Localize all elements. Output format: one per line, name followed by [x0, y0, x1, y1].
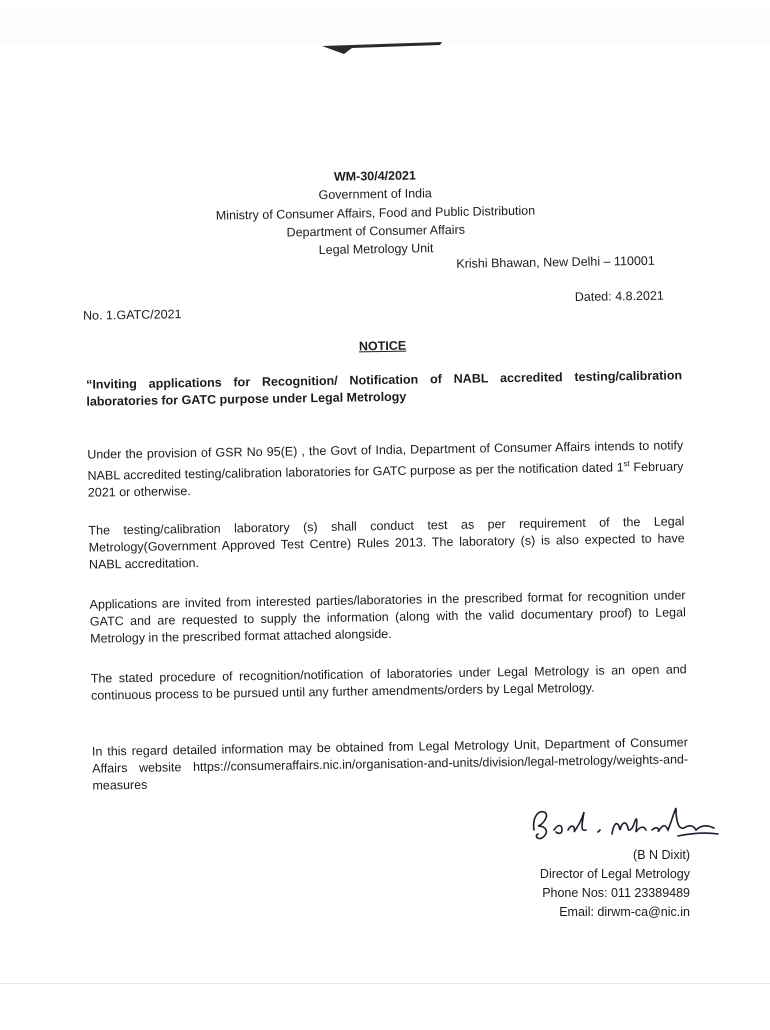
signatory-designation: Director of Legal Metrology: [539, 867, 690, 881]
dated: Dated: 4.8.2021: [574, 288, 664, 304]
scan-bottom-edge: [0, 983, 770, 1025]
paragraph-1: [87, 437, 684, 502]
header-department: Department of Consumer Affairs: [286, 222, 466, 240]
notice-title: NOTICE: [358, 338, 407, 354]
signatory-block: [460, 846, 690, 922]
header-ministry: Ministry of Consumer Affairs, Food and Public Distribution: [215, 203, 536, 223]
paragraph-4: The stated procedure of recognition/notification of laboratories under Legal Metrology is an open and continuous process to be pursued until any further amendments/orders by Legal Metrology.: [90, 662, 687, 703]
paragraph-2: The testing/calibration laboratory (s) shall conduct test as per requirement of the Legal Metrology(Government Approved Test Centre) Rules 2013. The laboratory (s) is also expected to have NABL accreditation.: [88, 514, 685, 572]
paragraph-5: In this regard detailed information may be obtained from Legal Metrology Unit, Department of Consumer Affairs website https://consumeraffairs.nic.in/organisation-and-units/division/legal-metrology/weights-and-measures: [91, 735, 689, 793]
paragraph-3: Applications are invited from interested parties/laboratories in the prescribed format for recognition under GATC and are requested to supply the information (along with the valid documentary proof) to Legal Metrology in the prescribed format attached alongside.: [89, 588, 686, 646]
file-number: WM-30/4/2021: [333, 168, 417, 184]
paragraph-1-tail: February 2021 or otherwise.: [87, 459, 684, 500]
header-government: Government of India: [318, 186, 432, 203]
paragraph-1-text: Under the provision of GSR No 95(E) , the Govt of India, Department of Consumer Affairs intends to notify NABL accredited testing/calibration laboratories for GATC purpose as per the notification dated 1: [87, 438, 684, 483]
office-address: Krishi Bhawan, New Delhi – 110001: [456, 253, 655, 271]
signatory-phone: Phone Nos: 011 23389489: [542, 886, 690, 900]
notice-subject: “Inviting applications for Recognition/ Notification of NABL accredited testing/calibration laboratories for GATC purpose under Legal Metrology: [86, 368, 683, 409]
signatory-email: Email: dirwm-ca@nic.in: [559, 905, 690, 919]
reference-number: No. 1.GATC/2021: [82, 307, 182, 323]
handwritten-signature: [528, 800, 728, 848]
header-unit: Legal Metrology Unit: [318, 241, 434, 258]
paragraph-1-superscript: st: [623, 459, 630, 469]
signatory-name: (B N Dixit): [633, 848, 690, 862]
